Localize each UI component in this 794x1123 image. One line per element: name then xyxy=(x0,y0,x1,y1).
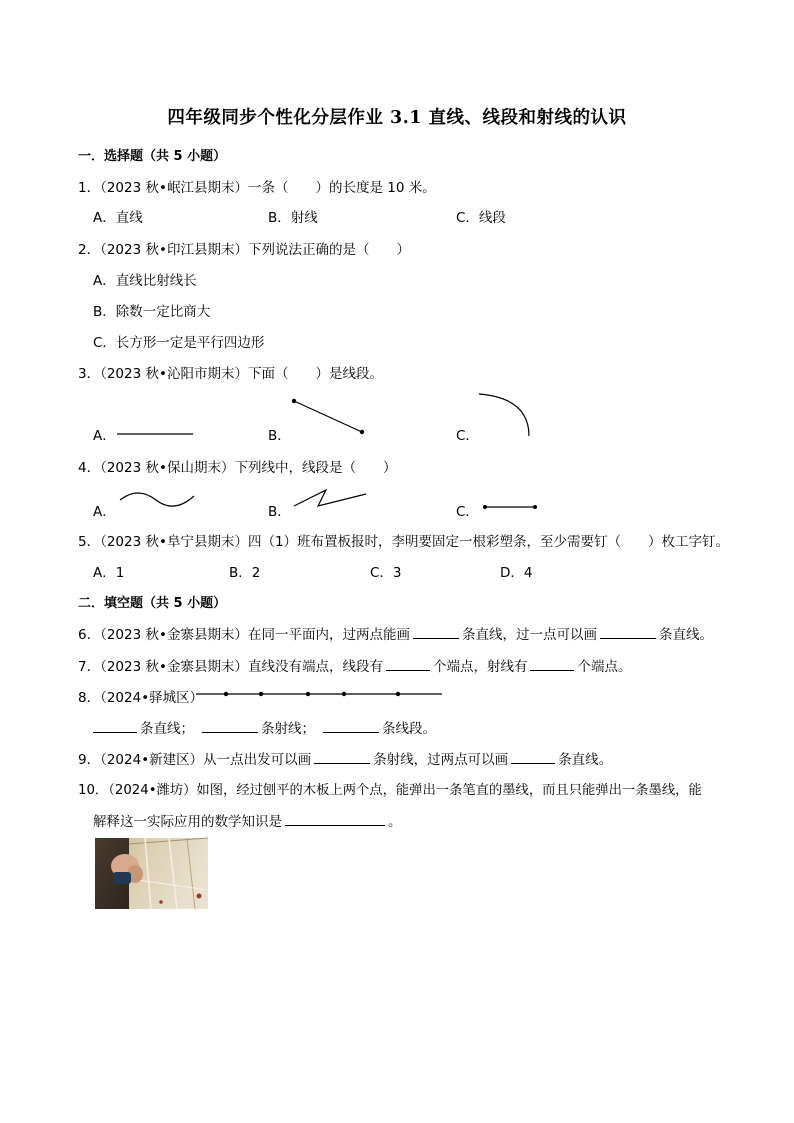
question-6 xyxy=(78,623,713,643)
q8-blank-2[interactable] xyxy=(202,720,258,733)
q9-text-3: 条直线。 xyxy=(558,752,613,768)
question-5: 5．（2023 秋•阜宁县期末）四（1）班布置板报时，李明要固定一根彩塑条，至少需要钉（ ）枚工字钉。 xyxy=(78,534,730,550)
q9-text-2: 条射线，过两点可以画 xyxy=(373,752,509,768)
question-8: 8．（2024•驿城区） xyxy=(78,690,204,706)
q10-blank[interactable] xyxy=(285,813,385,826)
q8-text-rays: 条射线； xyxy=(261,721,315,737)
q1-option-c: C．线段 xyxy=(456,210,506,226)
q3-figure-b-segment xyxy=(288,396,368,438)
q2-option-b: B．除数一定比商大 xyxy=(93,304,211,320)
q3-figure-a-line xyxy=(117,420,197,440)
q4-option-a: A． xyxy=(93,504,116,520)
q10-text-2: 。 xyxy=(388,814,402,830)
q4-option-b: B． xyxy=(268,504,291,520)
page-title: 四年级同步个性化分层作业 3.1 直线、线段和射线的认识 xyxy=(167,108,627,128)
q5-option-c: C．3 xyxy=(370,565,402,581)
q3-figure-c-arc xyxy=(474,390,534,440)
question-4: 4．（2023 秋•保山期末）下列线中，线段是（ ） xyxy=(78,460,397,476)
question-10: 10．（2024•潍坊）如图，经过刨平的木板上两个点，能弹出一条笔直的墨线，而且只能弹出一条墨线，能 xyxy=(78,783,702,798)
question-7 xyxy=(78,655,631,675)
q10-text-1: 解释这一实际应用的数学知识是 xyxy=(93,814,282,830)
q3-option-a: A． xyxy=(93,428,116,444)
q6-blank-2[interactable] xyxy=(600,626,656,639)
q4-option-c: C． xyxy=(456,504,479,520)
q8-blank-1[interactable] xyxy=(93,720,137,733)
q8-blank-3[interactable] xyxy=(323,720,379,733)
q4-figure-b-zigzag xyxy=(292,486,372,512)
q3-option-b: B． xyxy=(268,428,291,444)
q1-option-a: A．直线 xyxy=(93,210,143,226)
q9-text-1: 9．（2024•新建区）从一点出发可以画 xyxy=(78,752,312,768)
q9-blank-2[interactable] xyxy=(511,751,555,764)
q5-option-d: D．4 xyxy=(500,565,533,581)
q7-text-3: 个端点。 xyxy=(577,659,632,675)
q1-option-b: B．射线 xyxy=(268,210,318,226)
q2-option-a: A．直线比射线长 xyxy=(93,273,197,289)
q3-option-c: C． xyxy=(456,428,479,444)
q6-text-1: 6．（2023 秋•金寨县期末）在同一平面内，过两点能画 xyxy=(78,627,410,643)
section-fill-heading: 二．填空题（共 5 小题） xyxy=(78,596,227,611)
q7-text-1: 7．（2023 秋•金寨县期末）直线没有端点，线段有 xyxy=(78,659,383,675)
question-3: 3．（2023 秋•沁阳市期末）下面（ ）是线段。 xyxy=(78,366,383,382)
q6-text-2: 条直线，过一点可以画 xyxy=(461,627,597,643)
q8-figure-points-line xyxy=(196,688,446,700)
q7-blank-1[interactable] xyxy=(386,658,430,671)
q7-text-2: 个端点，射线有 xyxy=(432,659,528,675)
question-8-line-2 xyxy=(93,717,436,737)
q7-blank-2[interactable] xyxy=(530,658,574,671)
q2-option-c: C．长方形一定是平行四边形 xyxy=(93,335,265,351)
q10-woodwork-photo xyxy=(95,838,208,909)
q5-option-b: B．2 xyxy=(229,565,261,581)
question-1: 1．（2023 秋•岷江县期末）一条（ ）的长度是 10 米。 xyxy=(78,180,436,196)
q9-blank-1[interactable] xyxy=(314,751,370,764)
question-10-line-2 xyxy=(93,810,402,830)
q4-figure-c-segment xyxy=(482,500,542,514)
q6-text-3: 条直线。 xyxy=(658,627,713,643)
q6-blank-1[interactable] xyxy=(413,626,459,639)
q4-figure-a-wave xyxy=(118,488,200,512)
section-choice-heading: 一．选择题（共 5 小题） xyxy=(78,149,227,164)
q8-text-lines: 条直线； xyxy=(140,721,194,737)
question-2: 2．（2023 秋•印江县期末）下列说法正确的是（ ） xyxy=(78,242,410,258)
question-9 xyxy=(78,748,612,768)
q8-text-segments: 条线段。 xyxy=(382,721,436,737)
q5-option-a: A．1 xyxy=(93,565,125,581)
